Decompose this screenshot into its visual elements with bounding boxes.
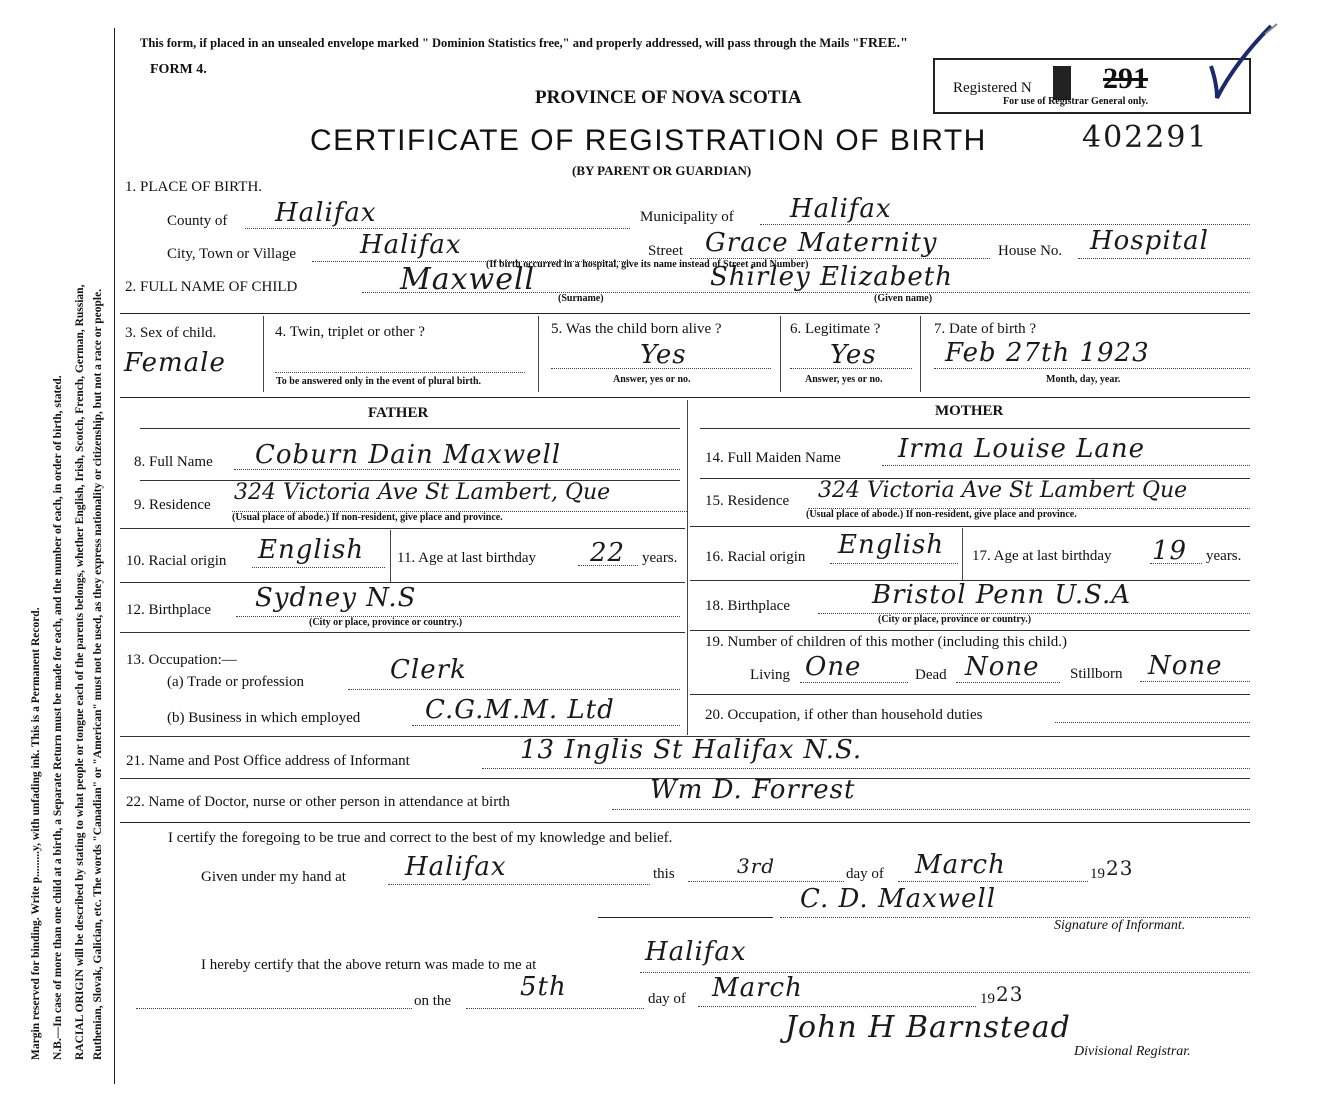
father-business-value: C.G.M.M. Ltd xyxy=(425,695,615,725)
registrar-place-value: Halifax xyxy=(645,937,747,967)
father-heading: FATHER xyxy=(368,405,429,421)
divider-twin xyxy=(538,316,539,392)
municipality-label: Municipality of xyxy=(640,209,734,225)
mother-years-label: years. xyxy=(1206,548,1242,564)
father-years-label: years. xyxy=(642,550,678,566)
registered-stamp-block xyxy=(1053,66,1071,100)
informant-signature: C. D. Maxwell xyxy=(800,884,997,914)
postal-notice-free: FREE." xyxy=(859,36,908,51)
mother-heading: MOTHER xyxy=(935,403,1004,419)
registrar-month-line xyxy=(698,1006,976,1007)
divider-row3-top xyxy=(120,313,1250,314)
dead-value: None xyxy=(965,652,1040,682)
father-rule-3 xyxy=(120,528,685,529)
certify-day-line xyxy=(688,881,844,882)
father-race-label: 10. Racial origin xyxy=(126,553,227,569)
mother-race-label: 16. Racial origin xyxy=(705,549,806,565)
mother-birthplace-note: (City or place, province or country.) xyxy=(878,614,1032,625)
certificate-number: 402291 xyxy=(1082,120,1209,155)
registrar-general-note: For use of Registrar General only. xyxy=(1003,96,1149,107)
father-business-label: (b) Business in which employed xyxy=(167,710,361,726)
place-heading: 1. PLACE OF BIRTH. xyxy=(125,179,263,195)
registrar-statement: I hereby certify that the above return was made to me at xyxy=(201,957,537,973)
certify-statement: I certify the foregoing to be true and correct to the best of my knowledge and belief. xyxy=(168,830,673,846)
mother-name-line xyxy=(882,465,1250,466)
registrar-year-value: 23 xyxy=(996,982,1024,1006)
municipality-value: Halifax xyxy=(790,194,892,224)
father-rule-5 xyxy=(120,632,685,633)
father-occupation-label: 13. Occupation:— xyxy=(126,652,237,668)
mother-rule-5 xyxy=(690,630,1250,631)
street-value: Grace Maternity xyxy=(705,228,938,258)
child-surname: Maxwell xyxy=(400,262,536,297)
legitimate-value: Yes xyxy=(830,340,877,370)
divider-certify-top xyxy=(120,822,1250,823)
mother-birthplace-label: 18. Birthplace xyxy=(705,598,790,614)
father-age-value: 22 xyxy=(590,538,626,568)
registrar-continuation-line xyxy=(136,1008,412,1009)
mother-name-value: Irma Louise Lane xyxy=(898,434,1145,464)
binding-margin-line xyxy=(114,28,115,1084)
mother-children-label: 19. Number of children of this mother (including this child.) xyxy=(705,634,1068,650)
registrar-year-prefix: 19 xyxy=(980,991,995,1007)
certify-month-value: March xyxy=(915,850,1006,880)
registrar-caption: Divisional Registrar. xyxy=(1074,1044,1191,1059)
sex-value: Female xyxy=(124,348,226,378)
margin-note-binding: Margin reserved for binding. Write p.........y, with unfading ink. This is a Permanent Record. xyxy=(30,607,42,1060)
mother-residence-note: (Usual place of abode.) If non-resident, give place and province. xyxy=(806,509,1077,520)
stillborn-label: Stillborn xyxy=(1070,666,1123,682)
given-place-value: Halifax xyxy=(405,852,507,882)
hospital-note: (If birth occurred in a hospital, give its name instead of Street and Number) xyxy=(486,259,809,270)
father-birthplace-note: (City or place, province or country.) xyxy=(309,617,463,628)
certify-year-prefix: 19 xyxy=(1090,866,1105,882)
father-age-label: 11. Age at last birthday xyxy=(397,550,536,566)
dob-note: Month, day, year. xyxy=(1046,374,1121,385)
county-label: County of xyxy=(167,213,228,229)
divider-legit xyxy=(920,316,921,392)
subtitle: (BY PARENT OR GUARDIAN) xyxy=(572,163,752,178)
father-trade-value: Clerk xyxy=(390,655,467,685)
dob-line xyxy=(934,368,1250,369)
mother-occupation-label: 20. Occupation, if other than household duties xyxy=(705,707,983,723)
registered-label: Registered N xyxy=(953,80,1032,96)
legitimate-note: Answer, yes or no. xyxy=(805,374,883,385)
father-race-line xyxy=(252,567,385,568)
mother-occupation-line xyxy=(1055,722,1250,723)
father-residence-label: 9. Residence xyxy=(134,497,211,513)
house-label: House No. xyxy=(998,243,1063,259)
dead-line xyxy=(956,682,1060,683)
county-line xyxy=(245,228,630,229)
living-line xyxy=(800,682,908,683)
mother-rule-6 xyxy=(690,694,1250,695)
informant-signature-rule xyxy=(598,917,773,918)
city-value: Halifax xyxy=(360,230,462,260)
certify-year-value: 23 xyxy=(1106,856,1134,880)
informant-line xyxy=(482,768,1250,769)
divider-alive xyxy=(780,316,781,392)
divider-sex xyxy=(263,316,264,392)
registered-box xyxy=(933,58,1251,114)
stillborn-line xyxy=(1140,681,1250,682)
house-value: Hospital xyxy=(1090,226,1209,256)
mother-rule-1 xyxy=(700,428,1250,429)
given-place-line xyxy=(388,884,650,885)
living-label: Living xyxy=(750,667,790,683)
certify-day-of-label: day of xyxy=(846,866,884,882)
certify-day-value: 3rd xyxy=(737,854,776,878)
mother-race-value: English xyxy=(838,530,945,560)
divider-mother-race-age xyxy=(962,528,963,580)
mother-rule-3 xyxy=(690,526,1250,527)
child-given-names: Shirley Elizabeth xyxy=(710,262,953,292)
mother-race-line xyxy=(830,563,958,564)
mother-name-label: 14. Full Maiden Name xyxy=(705,450,841,466)
province-heading: PROVINCE OF NOVA SCOTIA xyxy=(535,87,802,108)
child-name-label: 2. FULL NAME OF CHILD xyxy=(125,279,298,295)
dob-value: Feb 27th 1923 xyxy=(945,338,1150,368)
living-value: One xyxy=(805,652,862,682)
surname-note: (Surname) xyxy=(558,293,604,304)
twin-label: 4. Twin, triplet or other ? xyxy=(275,324,425,340)
margin-note-plural-birth: N.B.—In case of more than one child at a birth, a Separate Return must be made for each, and the number of each, in order of birth, stated. xyxy=(52,375,64,1060)
mother-age-value: 19 xyxy=(1152,536,1188,566)
mother-birthplace-value: Bristol Penn U.S.A xyxy=(872,580,1132,610)
divider-parents-top xyxy=(120,397,1250,398)
margin-note-racial-origin: RACIAL ORIGIN will be described by stating to what people or tongue each of the parents belongs, whether English, Irish, Scotch, French, German, Russian, xyxy=(74,284,86,1060)
mother-age-label: 17. Age at last birthday xyxy=(972,548,1112,564)
dead-label: Dead xyxy=(915,667,947,683)
registrar-signature: John H Barnstead xyxy=(785,1010,1071,1045)
father-name-label: 8. Full Name xyxy=(134,454,213,470)
doctor-label: 22. Name of Doctor, nurse or other person in attendance at birth xyxy=(126,794,510,810)
twin-line xyxy=(275,372,525,373)
mother-residence-value: 324 Victoria Ave St Lambert Que xyxy=(818,478,1188,503)
father-trade-line xyxy=(348,689,680,690)
informant-signature-caption: Signature of Informant. xyxy=(1054,918,1186,933)
check-mark-icon xyxy=(1205,18,1285,108)
dob-label: 7. Date of birth ? xyxy=(934,321,1037,337)
county-value: Halifax xyxy=(275,198,377,228)
mother-residence-label: 15. Residence xyxy=(705,493,790,509)
father-name-value: Coburn Dain Maxwell xyxy=(255,440,562,470)
certificate-title: CERTIFICATE OF REGISTRATION OF BIRTH xyxy=(310,124,987,157)
given-under-hand-label: Given under my hand at xyxy=(201,869,346,885)
registered-number: 291 xyxy=(1103,62,1148,95)
city-label: City, Town or Village xyxy=(167,246,297,262)
this-label: this xyxy=(653,866,675,882)
postal-notice-text: This form, if placed in an unsealed envelope marked " Dominion Statistics free," and properly addressed, will pass through the Mails " xyxy=(140,36,860,50)
father-residence-note: (Usual place of abode.) If non-resident, give place and province. xyxy=(232,512,503,523)
doctor-value: Wm D. Forrest xyxy=(650,775,856,805)
alive-note: Answer, yes or no. xyxy=(613,374,691,385)
stillborn-value: None xyxy=(1148,651,1223,681)
divider-father-race-age xyxy=(390,530,391,582)
twin-note: To be answered only in the event of plural birth. xyxy=(276,376,482,387)
father-birthplace-label: 12. Birthplace xyxy=(126,602,211,618)
registrar-day-line xyxy=(466,1008,644,1009)
legitimate-label: 6. Legitimate ? xyxy=(790,321,881,337)
father-residence-value: 324 Victoria Ave St Lambert, Que xyxy=(234,480,611,505)
street-label: Street xyxy=(648,243,683,259)
alive-value: Yes xyxy=(640,340,687,370)
father-trade-label: (a) Trade or profession xyxy=(167,674,305,690)
informant-value: 13 Inglis St Halifax N.S. xyxy=(520,735,863,765)
sex-label: 3. Sex of child. xyxy=(125,325,217,341)
given-name-note: (Given name) xyxy=(874,293,933,304)
father-race-value: English xyxy=(258,535,365,565)
house-line xyxy=(1078,258,1250,259)
certify-month-line xyxy=(898,881,1088,882)
registrar-month-value: March xyxy=(712,973,803,1003)
registrar-day-value: 5th xyxy=(520,972,567,1002)
margin-note-racial-origin-cont: Ruthenian, Slovak, Galician, etc. The words "Canadian" or "American" must not be used, as they express nationality or citizenship, but not a race or people. xyxy=(92,288,104,1060)
informant-label: 21. Name and Post Office address of Informant xyxy=(126,753,410,769)
father-business-line xyxy=(412,725,680,726)
form-number: FORM 4. xyxy=(150,62,207,77)
alive-label: 5. Was the child born alive ? xyxy=(551,321,722,337)
doctor-line xyxy=(612,809,1250,810)
father-birthplace-value: Sydney N.S xyxy=(255,583,417,613)
municipality-line xyxy=(760,224,1250,225)
divider-father-mother xyxy=(687,400,688,735)
postal-notice xyxy=(140,36,908,52)
registrar-on-label: on the xyxy=(414,993,452,1009)
father-rule-1 xyxy=(140,428,680,429)
registrar-day-of-label: day of xyxy=(648,991,686,1007)
